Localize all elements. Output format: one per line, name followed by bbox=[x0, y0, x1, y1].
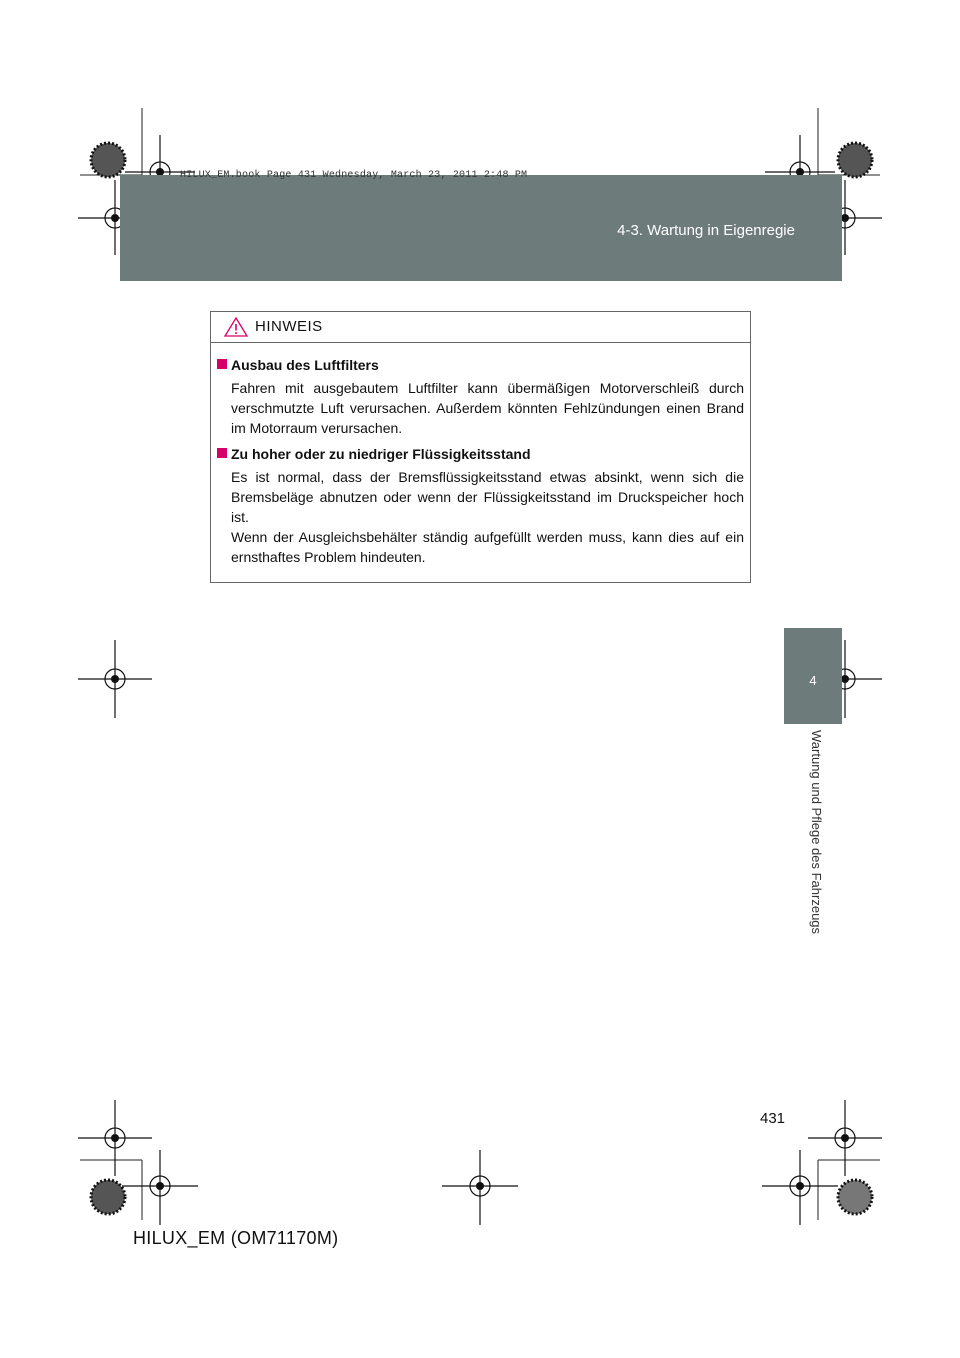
model-code: HILUX_EM (OM71170M) bbox=[133, 1228, 339, 1248]
warning-triangle-icon bbox=[223, 316, 249, 338]
notice-box bbox=[210, 311, 751, 583]
item-heading bbox=[217, 444, 744, 464]
page-number: 431 bbox=[760, 1110, 786, 1127]
item-heading bbox=[217, 355, 744, 375]
chapter-tab bbox=[784, 628, 842, 724]
item-heading-text: Zu hoher oder zu niedriger Flüssigkeitsstand bbox=[231, 446, 531, 462]
chapter-number: 4 bbox=[809, 673, 817, 688]
square-bullet-icon bbox=[217, 448, 227, 458]
notice-title: HINWEIS bbox=[255, 318, 323, 335]
book-stamp: HILUX_EM.book Page 431 Wednesday, March 23, 2011 2:48 PM bbox=[180, 170, 528, 181]
section-title: 4-3. Wartung in Eigenregie bbox=[617, 222, 795, 239]
notice-header bbox=[211, 312, 750, 343]
square-bullet-icon bbox=[217, 359, 227, 369]
item-heading-text: Ausbau des Luftfilters bbox=[231, 357, 379, 373]
item-text: Es ist normal, dass der Bremsflüssigkeitsstand etwas absinkt, wenn sich die Bremsbeläge abnutzen oder wenn der Flüssigkeitsstand im Druckspeicher hoch ist. bbox=[231, 469, 744, 525]
item-text: Fahren mit ausgebautem Luftfilter kann übermäßigen Motorverschleiß durch verschmutzte Luft verursachen. Außerdem könnten Fehlzündungen einen Brand im Motorraum verursachen. bbox=[231, 380, 744, 436]
item-text-continued: Wenn der Ausgleichsbehälter ständig aufgefüllt werden muss, kann dies auf ein ernsthaftes Problem hindeuten. bbox=[231, 529, 744, 565]
notice-body bbox=[211, 343, 750, 567]
chapter-side-label: Wartung und Pflege des Fahrzeugs bbox=[809, 730, 824, 935]
